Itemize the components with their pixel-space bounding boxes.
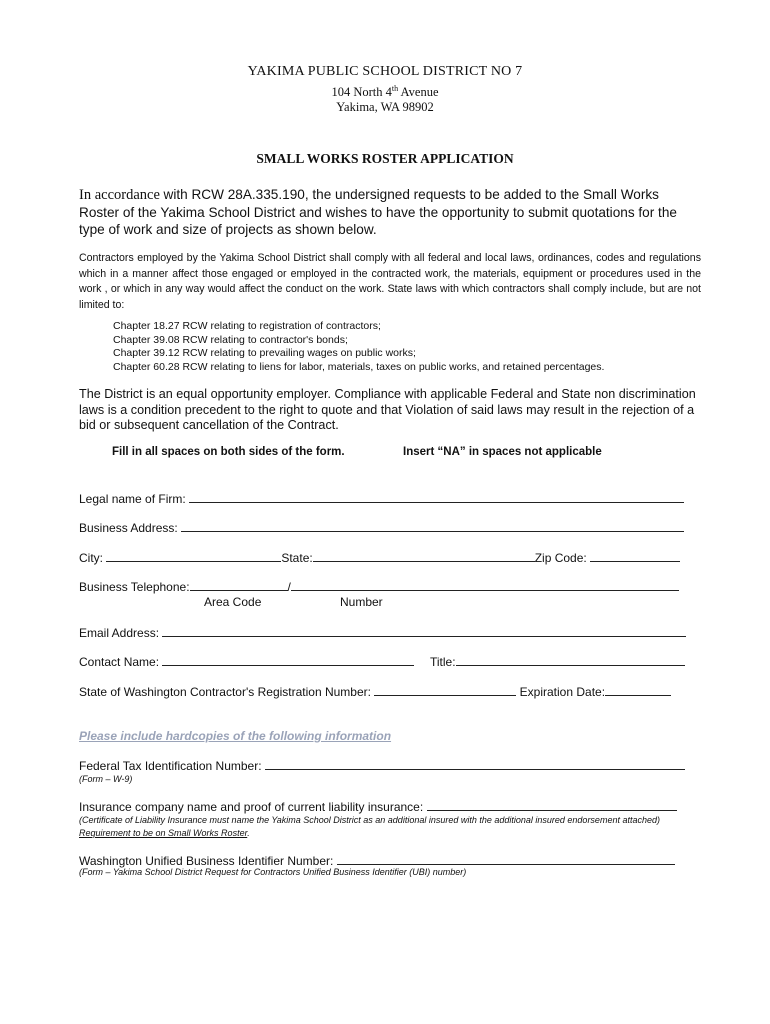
email-field[interactable] — [162, 625, 686, 637]
telephone-label: Business Telephone: — [79, 580, 190, 594]
contact-name-field[interactable] — [162, 654, 414, 666]
chapter-item: Chapter 18.27 RCW relating to registration of contractors; — [113, 320, 381, 332]
hardcopies-heading: Please include hardcopies of the following information — [79, 729, 392, 743]
district-city: Yakima, WA 98902 — [336, 100, 434, 114]
federal-tax-row — [79, 758, 685, 773]
equal-opportunity-paragraph: The District is an equal opportunity employer. Compliance with applicable Federal and State non discrimination laws is a condition precedent to the right to quote and that Violation of said laws may result in the rejection of a bid or subsequent cancellation of the Contract. — [79, 387, 696, 432]
ubi-note: (Form – Yakima School District Request for Contractors Unified Business Identifier (UBI) number) — [79, 867, 467, 877]
ubi-label: Washington Unified Business Identifier Number: — [79, 854, 334, 868]
contact-name-label: Contact Name: — [79, 655, 160, 669]
insurance-field[interactable] — [427, 799, 677, 811]
city-field[interactable] — [106, 550, 281, 562]
business-address-label: Business Address: — [79, 521, 178, 535]
zip-label: Zip Code: — [534, 551, 587, 565]
area-code-caption: Area Code — [204, 595, 262, 609]
ubi-field[interactable] — [337, 853, 675, 865]
district-street: 104 North 4th Avenue — [331, 84, 439, 100]
fill-instruction: Fill in all spaces on both sides of the form. — [112, 446, 345, 458]
registration-label: State of Washington Contractor's Registration Number: — [79, 685, 371, 699]
chapter-item: Chapter 60.28 RCW relating to liens for labor, materials, taxes on public works, and retained percentages. — [113, 360, 605, 373]
page-title: SMALL WORKS ROSTER APPLICATION — [256, 151, 514, 166]
chapters-list — [113, 320, 604, 374]
legal-name-row — [79, 491, 684, 506]
telephone-row: Business Telephone: / — [79, 579, 679, 594]
registration-field[interactable] — [374, 684, 516, 696]
business-address-row — [79, 520, 684, 535]
email-label: Email Address: — [79, 626, 160, 640]
area-code-field[interactable] — [190, 579, 288, 591]
insurance-label: Insurance company name and proof of current liability insurance: — [79, 800, 424, 814]
na-instruction: Insert “NA” in spaces not applicable — [403, 446, 602, 458]
email-row — [79, 625, 686, 640]
state-label: State: — [281, 551, 313, 565]
chapter-item: Chapter 39.08 RCW relating to contractor's bonds; — [113, 333, 348, 346]
phone-number-field[interactable] — [291, 579, 679, 591]
state-field[interactable] — [313, 550, 535, 562]
zip-field[interactable] — [590, 550, 680, 562]
title-field[interactable] — [456, 654, 685, 666]
insurance-note: (Certificate of Liability Insurance must name the Yakima School District as an additional insured with the additional insured endorsement attached) Requirement to be on Small Works Roster. — [79, 815, 660, 838]
business-address-field[interactable] — [181, 520, 684, 532]
city-label: City: — [79, 551, 103, 565]
federal-tax-field[interactable] — [265, 758, 685, 770]
contractors-paragraph: Contractors employed by the Yakima School District shall comply with all federal and local laws, ordinances, codes and regulations which in a manner affect those engaged or employed in the contracted work, the materials, equipment or procedures used in the work , or which in any way would affect the conduct on the work. State laws with which contractors shall comply include, but are not limited to: — [79, 252, 701, 311]
registration-row — [79, 684, 671, 699]
contact-row — [79, 654, 414, 669]
requirement-text: Requirement to be on Small Works Roster — [79, 828, 248, 838]
federal-tax-label: Federal Tax Identification Number: — [79, 759, 262, 773]
legal-name-label: Legal name of Firm: — [79, 492, 186, 506]
legal-name-field[interactable] — [189, 491, 684, 503]
city-state-zip-row — [79, 550, 680, 565]
title-label: Title: — [430, 655, 456, 669]
w9-note: (Form – W-9) — [79, 774, 133, 784]
expiration-field[interactable] — [605, 684, 671, 696]
expiration-label: Expiration Date: — [519, 685, 606, 699]
intro-paragraph: In accordance with RCW 28A.335.190, the undersigned requests to be added to the Small Works Roster of the Yakima School District and wishes to have the opportunity to submit quotations for the type of work and size of projects as shown below. — [79, 187, 677, 237]
insurance-row — [79, 799, 677, 814]
title-row — [430, 654, 685, 669]
chapter-item: Chapter 39.12 RCW relating to prevailing wages on public works; — [113, 347, 416, 359]
number-caption: Number — [340, 595, 383, 609]
district-name: YAKIMA PUBLIC SCHOOL DISTRICT NO 7 — [247, 64, 523, 79]
